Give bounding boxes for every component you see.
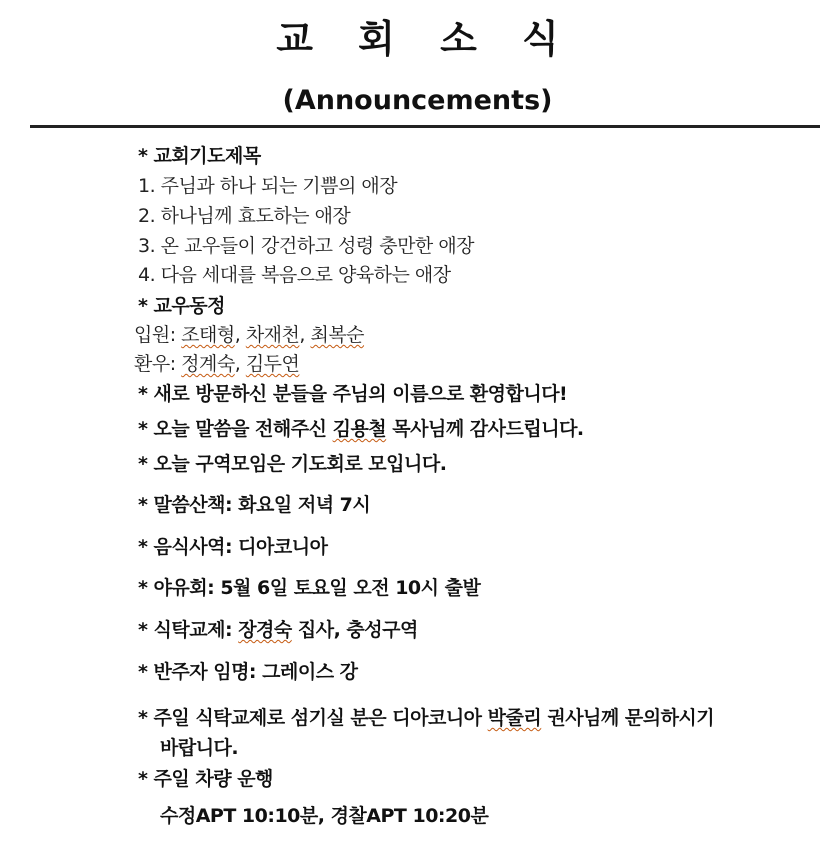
district-meeting-notice: * 오늘 구역모임은 기도회로 모입니다. xyxy=(138,453,447,475)
accompanist-notice: * 반주자 임명: 그레이스 강 xyxy=(138,661,358,683)
member-name: 김두연 xyxy=(245,353,300,375)
prayer-topic-item: 4. 다음 세대를 복음으로 양육하는 애장 xyxy=(138,264,451,286)
thanks-text: * 오늘 말씀을 전해주신 xyxy=(138,418,333,440)
deacon-name: 장경숙 xyxy=(238,619,292,641)
recovery-line xyxy=(134,351,299,377)
table-fellowship-notice xyxy=(138,617,418,643)
inquiry-notice-line1 xyxy=(138,705,714,731)
prayer-topic-item: 1. 주님과 하나 되는 기쁨의 애장 xyxy=(138,175,398,197)
food-ministry-notice: * 음식사역: 디아코니아 xyxy=(138,536,328,558)
member-name: 차재천 xyxy=(245,324,300,346)
member-name: 조태형 xyxy=(181,324,235,346)
inquiry-notice-line2: 바랍니다. xyxy=(160,737,239,759)
admission-label: 입원: xyxy=(134,324,182,346)
member-name: 정계숙 xyxy=(181,353,235,375)
inquiry-text: * 주일 식탁교제로 섬기실 분은 디아코니아 xyxy=(138,707,488,729)
announcements-subtitle: (Announcements) xyxy=(282,85,553,116)
elder-name: 박줄리 xyxy=(487,707,542,729)
prayer-topic-item: 3. 온 교우들이 강건하고 성령 충만한 애장 xyxy=(138,235,475,257)
shuttle-heading: * 주일 차량 운행 xyxy=(138,768,273,790)
member-name: 최복순 xyxy=(310,324,365,346)
bible-walk-notice: * 말씀산책: 화요일 저녁 7시 xyxy=(138,494,371,516)
thanks-notice xyxy=(138,416,584,442)
name-separator: , xyxy=(299,324,311,346)
header-divider xyxy=(30,125,820,128)
member-news-heading: * 교우동정 xyxy=(138,295,225,317)
thanks-text: 목사님께 감사드립니다. xyxy=(386,418,584,440)
name-separator: , xyxy=(234,324,246,346)
inquiry-text: 권사님께 문의하시기 xyxy=(541,707,715,729)
shuttle-times: 수정APT 10:10분, 경찰APT 10:20분 xyxy=(160,805,489,827)
prayer-topic-item: 2. 하나님께 효도하는 애장 xyxy=(138,205,351,227)
recovery-label: 환우: xyxy=(134,353,182,375)
table-text: 집사, 충성구역 xyxy=(291,619,418,641)
prayer-topics-heading: * 교회기도제목 xyxy=(138,145,261,167)
name-separator: , xyxy=(234,353,246,375)
announcements-title: 교 회 소 식 xyxy=(276,17,575,61)
welcome-notice: * 새로 방문하신 분들을 주님의 이름으로 환영합니다! xyxy=(138,383,568,405)
admission-line xyxy=(134,322,364,348)
pastor-name: 김용철 xyxy=(332,418,387,440)
table-text: * 식탁교제: xyxy=(138,619,239,641)
picnic-notice: * 야유회: 5월 6일 토요일 오전 10시 출발 xyxy=(138,577,481,599)
